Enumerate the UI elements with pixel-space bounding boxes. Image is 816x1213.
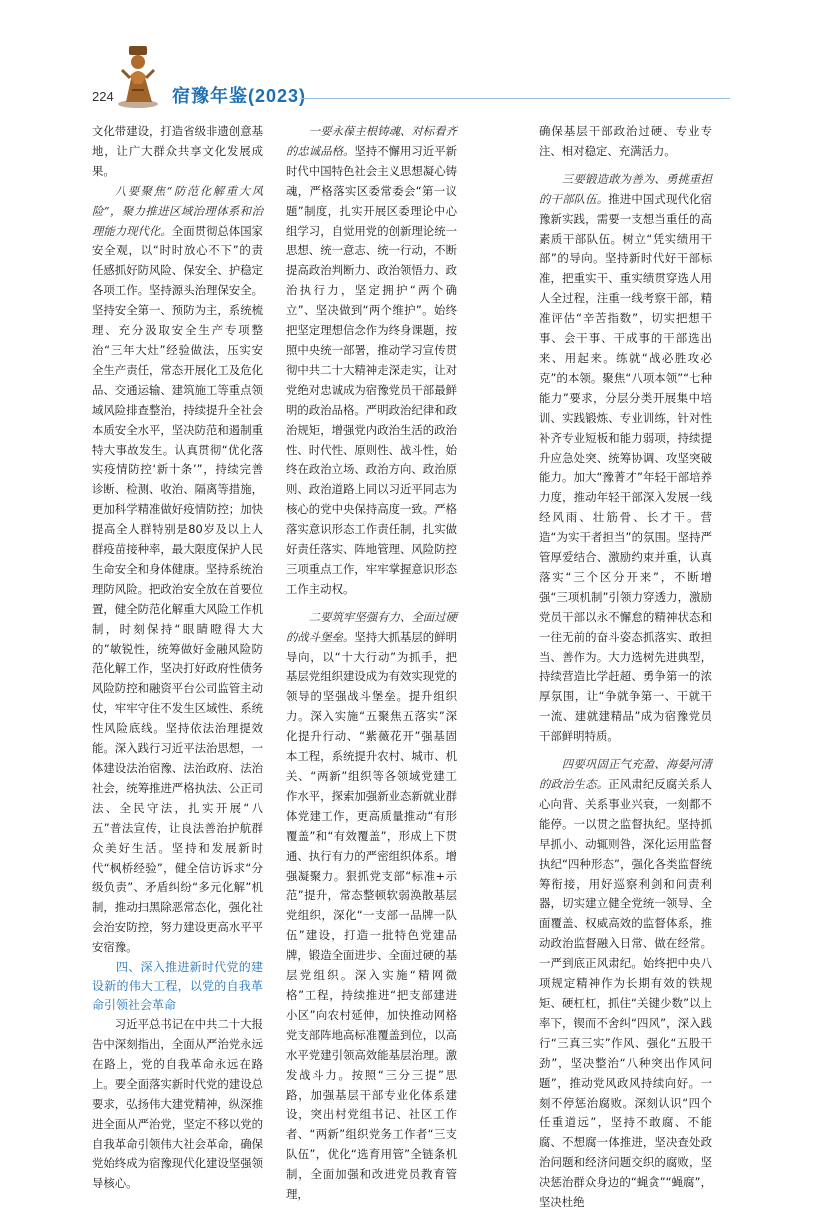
page-header bbox=[0, 0, 816, 115]
section-heading: 四、深入推进新时代党的建设新的伟大工程，以党的自我革命引领社会革命 bbox=[92, 960, 263, 1013]
paragraph-two bbox=[286, 608, 457, 1205]
paragraph-three bbox=[539, 170, 712, 747]
paragraph-intro: 习近平总书记在中共二十大报告中深刻指出，全面从严治党永远在路上，党的自我革命永远在路上。要全面落实新时代党的建设总要求，弘扬伟大建党精神，纵深推进全面从严治党，坚定不移以党的自我革命引领伟大社会革命，确保党始终成为宿豫现代化建设坚强领导核心。 bbox=[92, 1017, 263, 1191]
paragraph-lead: 二要筑牢坚强有力、全面过硬的战斗堡垒。 bbox=[286, 609, 457, 644]
paragraph-one bbox=[286, 122, 457, 600]
column-2 bbox=[286, 122, 457, 1205]
page-number: 224 bbox=[92, 89, 114, 104]
paragraph-four bbox=[539, 755, 712, 1213]
paragraph-body: 坚持大抓基层的鲜明导向，以“十大行动”为抓手，把基层党组织建设成为有效实现党的领导的坚强战斗堡垒。提升组织力。深入实施“五聚焦五落实”深化提升行动、“紫薇花开”强基固本工程，系统提升农村、城市、机关、“两新”组织等各领域党建工作水平，探索加强新业态新就业群体党建工作，更高质量推动“有形覆盖”和“有效覆盖”，形成上下贯通、执行有力的严密组织体系。增强凝聚力。狠抓党支部“标准+示范”提升，常态整顿软弱涣散基层党组织，深化“一支部一品牌一队伍”建设，打造一批特色党建品牌，锻造全面进步、全面过硬的基层党组织。深入实施“精网微格”工程，持续推进“把支部建进小区”向农村延伸，加快推动网格党支部阵地高标准覆盖到位，以高水平党建引领高效能基层治理。激发战斗力。按照“三分三提”思路，加强基层干部专业化体系建设，突出村党组书记、社区工作者、“两新”组织党务工作者“三支队伍”，优化“选育用管”全链条机制，全面加强和改进党员教育管理， bbox=[286, 629, 457, 1202]
column-3 bbox=[539, 122, 712, 1213]
paragraph-lead: 八要聚焦“防范化解重大风险”，聚力推进区域治理体系和治理能力现代化。 bbox=[92, 183, 263, 238]
cultural-figure-logo-icon bbox=[112, 40, 164, 110]
header-divider bbox=[300, 98, 730, 99]
column-1 bbox=[92, 122, 263, 1194]
paragraph-body: 正风肃纪反腐关系人心向背、关系事业兴衰，一刻都不能停。一以贯之监督执纪。坚持抓早抓小、动辄则咎，深化运用监督执纪“四种形态”，强化各类监督统筹衔接，用好巡察利剑和问责利器，切实建立健全党统一领导、全面覆盖、权威高效的监督体系，推动政治监督融入日常、做在经常。一严到底正风肃纪。始终把中央八项规定精神作为长期有效的铁规矩、硬杠杠，抓住“关键少数”以上率下，锲而不舍纠“四风”，深入践行“三真三实”作风、强化“五股干劲”，坚决整治“八种突出作风问题”，推动党风政风持续向好。一刻不停惩治腐败。深刻认识“四个任重道远”，坚持不敢腐、不能腐、不想腐一体推进，坚决查处政治问题和经济问题交织的腐败，坚决惩治群众身边的“蝇贪”“蝇腐”，坚决杜绝 bbox=[539, 777, 712, 1210]
paragraph-body: 全面贯彻总体国家安全观，以“时时放心不下”的责任感抓好防风险、保安全、护稳定各项工作。坚持源头治理保安全。坚持安全第一、预防为主，系统梳理、充分汲取安全生产专项整治“三年大灶”经验做法，压实安全生产责任，常态开展化工及危化品、交通运输、建筑施工等重点领域风险排查整治，持续提升全社会本质安全水平，坚决防范和遏制重特大事故发生。认真贯彻“优化落实疫情防控‘新十条’”，持续完善诊断、检测、收治、隔离等措施，更加科学精准做好疫情防控；加快提高全人群特别是80岁及以上人群疫苗接种率，最大限度保护人民生命安全和身体健康。坚持系统治理防风险。把政治安全放在首要位置，健全防范化解重大风险工作机制，时刻保持“眼睛瞪得大大的”敏锐性，统筹做好金融风险防范化解工作，坚决打好政府性债务风险防控和融资平台公司监管主动仗，牢牢守住不发生区域性、系统性风险底线。坚持依法治理提效能。深入践行习近平法治思想，一体建设法治宿豫、法治政府、法治社会，统筹推进严格执法、公正司法、全民守法，扎实开展“八五”普法宣传，让良法善治护航群众美好生活。坚持和发展新时代“枫桥经验”，健全信访诉求“分级负责”、矛盾纠纷“多元化解”机制，推动扫黑除恶常态化，强化社会治安防控，努力建设更高水平平安宿豫。 bbox=[92, 223, 263, 955]
paragraph-continued: 确保基层干部政治过硬、专业专注、相对稳定、充满活力。 bbox=[539, 124, 712, 158]
yearbook-title: 宿豫年鉴(2023) bbox=[172, 86, 307, 107]
paragraph-lead: 四要巩固正气充盈、海晏河清的政治生态。 bbox=[539, 757, 712, 791]
paragraph-body: 推进中国式现代化宿豫新实践，需要一支想当重任的高素质干部队伍。树立“凭实绩用干部”的导向。坚持新时代好干部标准，把重实干、重实绩贯穿选人用人全过程，注重一线考察干部，精准评估“辛苦指数”，切实把想干事、会干事、干成事的干部选出来、用起来。练就“战必胜攻必克”的本领。聚焦“八项本领”“七种能力”要求，分层分类开展集中培训、实践锻炼、专业训练，针对性补齐专业短板和能力弱项，持续提升应急处突、统筹协调、攻坚突破能力。加大“豫菁才”年轻干部培养力度，推动年轻干部深入发展一线经风雨、壮筋骨、长才干。营造“为实干者担当”的氛围。坚持严管厚爱结合、激励约束并重，认真落实“三个区分开来”，不断增强“三项机制”引领力穿透力，激励党员干部以永不懈怠的精神状态和一往无前的奋斗姿态抓落实、敢担当、善作为。大力选树先进典型，持续营造比学赶超、勇争第一的浓厚氛围，让“争就争第一、干就干一流、建就建精品”成为宿豫党员干部鲜明特质。 bbox=[539, 191, 712, 744]
paragraph-lead: 一要永葆主根铸魂、对标看齐的忠诚品格。 bbox=[286, 124, 457, 158]
paragraph-body: 坚持不懈用习近平新时代中国特色社会主义思想凝心铸魂，严格落实区委常委会“第一议题”制度，扎实开展区委理论中心组学习，自觉用党的创新理论统一思想、统一意志、统一行动，不断提高政治判断力、政治领悟力、政治执行力，坚定拥护“两个确立”、坚决做到“两个维护”。始终把坚定理想信念作为终身课题，按照中央统一部署，推动学习宣传贯彻中共二十大精神走深走实，让对党绝对忠诚成为宿豫党员干部最鲜明的政治品格。严明政治纪律和政治规矩，增强党内政治生活的政治性、时代性、原则性、战斗性，始终在政治立场、政治方向、政治原则、政治道路上同以习近平同志为核心的党中央保持高度一致。严格落实意识形态工作责任制，扎实做好责任落实、阵地管理、风险防控三项重点工作，牢牢掌握意识形态工作主动权。 bbox=[286, 143, 457, 596]
paragraph-lead: 三要锻造敢为善为、勇挑重担的干部队伍。 bbox=[539, 171, 712, 206]
paragraph-continued: 文化带建设，打造省级非遗创意基地，让广大群众共享文化发展成果。 bbox=[92, 124, 263, 178]
paragraph-eight bbox=[92, 182, 263, 958]
